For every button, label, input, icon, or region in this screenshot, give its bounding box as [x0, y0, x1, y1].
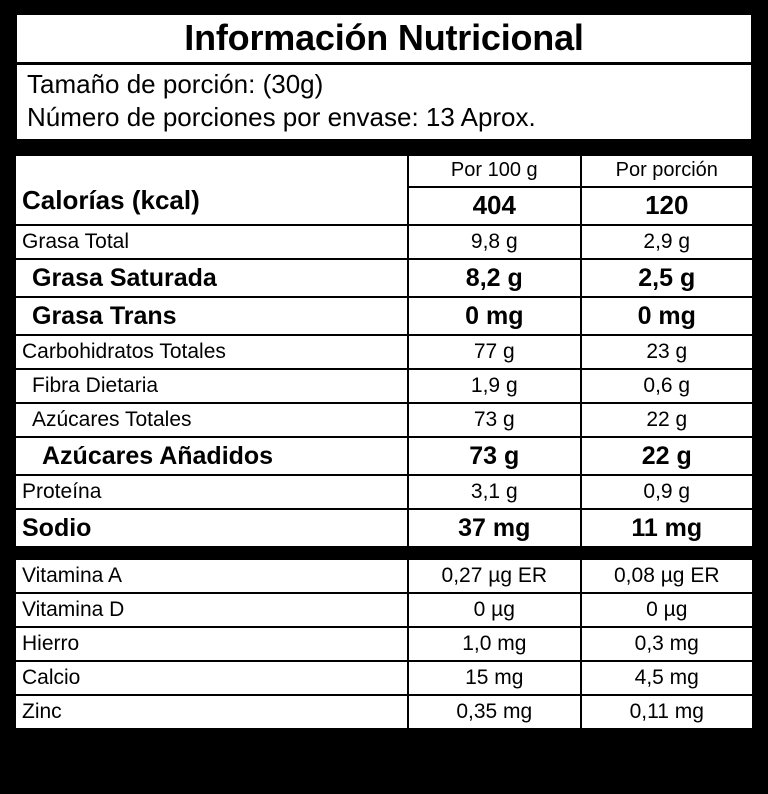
nutrient-value-per-100g: 1,9 g — [408, 369, 580, 403]
nutrient-value-per-serving: 22 g — [581, 403, 753, 437]
header-table-gap — [14, 142, 754, 154]
nutrient-label: Proteína — [15, 475, 408, 509]
table-gap — [14, 548, 754, 558]
nutrient-value-per-100g: 9,8 g — [408, 225, 580, 259]
calories-label: Calorías (kcal) — [22, 185, 200, 216]
nutrient-value-per-100g: 8,2 g — [408, 259, 580, 297]
table-row — [15, 509, 753, 547]
nutrient-value-per-serving: 0,9 g — [581, 475, 753, 509]
nutrient-value-per-100g: 0 mg — [408, 297, 580, 335]
table-row — [15, 559, 753, 593]
calories-per-100g: 404 — [408, 187, 580, 225]
nutrient-value-per-100g: 73 g — [408, 403, 580, 437]
table-row — [15, 335, 753, 369]
column-header-per-100g: Por 100 g — [408, 155, 580, 187]
nutrient-value-per-serving: 11 mg — [581, 509, 753, 547]
micronutrient-value-per-serving: 4,5 mg — [581, 661, 753, 695]
table-row — [15, 225, 753, 259]
micronutrient-value-per-serving: 0,11 mg — [581, 695, 753, 729]
nutrient-label: Grasa Total — [15, 225, 408, 259]
column-header-per-serving: Por porción — [581, 155, 753, 187]
nutrient-value-per-serving: 2,5 g — [581, 259, 753, 297]
micronutrient-value-per-100g: 15 mg — [408, 661, 580, 695]
nutrient-value-per-serving: 22 g — [581, 437, 753, 475]
page-title: Información Nutricional — [184, 17, 584, 58]
label-header — [14, 12, 754, 142]
nutrient-label: Azúcares Añadidos — [15, 437, 408, 475]
table-row — [15, 695, 753, 729]
table-row — [15, 627, 753, 661]
nutrient-label: Sodio — [15, 509, 408, 547]
nutrient-label: Grasa Trans — [15, 297, 408, 335]
table-row — [15, 369, 753, 403]
table-row — [15, 661, 753, 695]
micronutrient-label: Calcio — [15, 661, 408, 695]
nutrition-label — [14, 12, 754, 782]
nutrient-value-per-serving: 0,6 g — [581, 369, 753, 403]
table-header-row — [15, 155, 753, 187]
micronutrient-table — [14, 558, 754, 730]
table-row — [15, 437, 753, 475]
table-row — [15, 297, 753, 335]
micronutrient-value-per-100g: 1,0 mg — [408, 627, 580, 661]
table-row — [15, 259, 753, 297]
nutrient-value-per-serving: 23 g — [581, 335, 753, 369]
serving-info — [17, 65, 751, 139]
nutrient-label: Grasa Saturada — [15, 259, 408, 297]
nutrient-value-per-100g: 73 g — [408, 437, 580, 475]
main-nutrition-table — [14, 154, 754, 548]
nutrient-value-per-serving: 0 mg — [581, 297, 753, 335]
table-row — [15, 475, 753, 509]
nutrient-label: Azúcares Totales — [15, 403, 408, 437]
micronutrient-label: Hierro — [15, 627, 408, 661]
calories-per-serving: 120 — [581, 187, 753, 225]
serving-size-line: Tamaño de porción: (30g) — [27, 69, 324, 100]
micronutrient-value-per-serving: 0,08 µg ER — [581, 559, 753, 593]
calories-label-cell — [15, 155, 408, 225]
table-row — [15, 593, 753, 627]
nutrient-label: Fibra Dietaria — [15, 369, 408, 403]
table-row — [15, 403, 753, 437]
nutrient-value-per-100g: 3,1 g — [408, 475, 580, 509]
nutrient-value-per-serving: 2,9 g — [581, 225, 753, 259]
micronutrient-value-per-100g: 0 µg — [408, 593, 580, 627]
micronutrient-label: Vitamina A — [15, 559, 408, 593]
nutrient-value-per-100g: 37 mg — [408, 509, 580, 547]
nutrient-value-per-100g: 77 g — [408, 335, 580, 369]
micronutrient-label: Zinc — [15, 695, 408, 729]
micronutrient-value-per-serving: 0 µg — [581, 593, 753, 627]
micronutrient-label: Vitamina D — [15, 593, 408, 627]
nutrient-label: Carbohidratos Totales — [15, 335, 408, 369]
micronutrient-value-per-100g: 0,27 µg ER — [408, 559, 580, 593]
micronutrient-value-per-serving: 0,3 mg — [581, 627, 753, 661]
servings-per-container-line: Número de porciones por envase: 13 Aprox. — [27, 102, 536, 133]
micronutrient-value-per-100g: 0,35 mg — [408, 695, 580, 729]
